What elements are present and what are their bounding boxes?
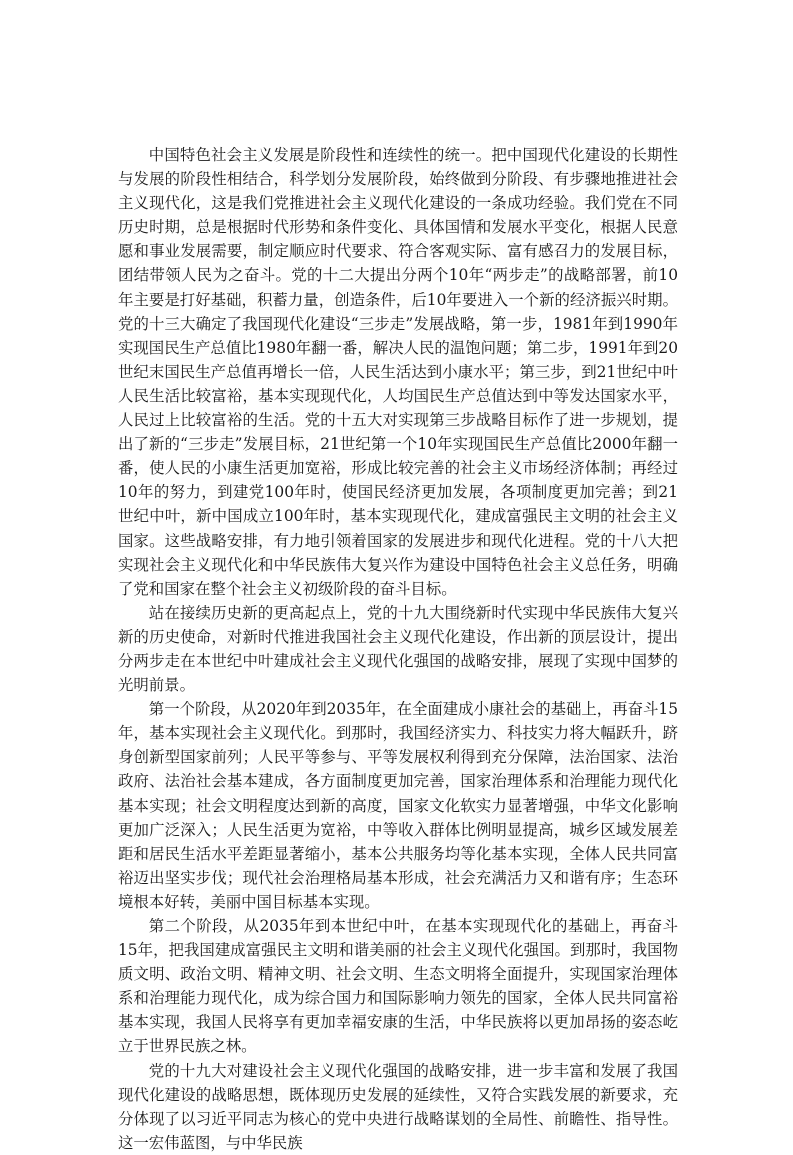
paragraph-new-era: 站在接续历史新的更高起点上，党的十九大围绕新时代实现中华民族伟大复兴新的历史使命，对新时代推进我国社会主义现代化建设，作出新的顶层设计，提出分两步走在本世纪中叶建成社会主义现代化强国的战略安排，展现了实现中国梦的光明前景。: [118, 603, 678, 695]
paragraph-strategic-significance: 党的十九大对建设社会主义现代化强国的战略安排，进一步丰富和发展了我国现代化建设的战略思想，既体现历史发展的延续性，又符合实践发展的新要求，充分体现了以习近平同志为核心的党中央进行战略谋划的全局性、前瞻性、指导性。这一宏伟蓝图，与中华民族: [118, 1061, 678, 1152]
body-text: [118, 143, 678, 1155]
paragraph-second-stage: 第二个阶段，从2035年到本世纪中叶，在基本实现现代化的基础上，再奋斗15年，把我国建成富强民主文明和谐美丽的社会主义现代化强国。到那时，我国物质文明、政治文明、精神文明、社会文明、生态文明将全面提升，实现国家治理体系和治理能力现代化，成为综合国力和国际影响力领先的国家，全体人民共同富裕基本实现，我国人民将享有更加幸福安康的生活，中华民族将以更加昂扬的姿态屹立于世界民族之林。: [118, 917, 678, 1056]
paragraph-first-stage: 第一个阶段，从2020年到2035年，在全面建成小康社会的基础上，再奋斗15年，基本实现社会主义现代化。到那时，我国经济实力、科技实力将大幅跃升，跻身创新型国家前列；人民平等参与、平等发展权利得到充分保障，法治国家、法治政府、法治社会基本建成，各方面制度更加完善，国家治理体系和治理能力现代化基本实现；社会文明程度达到新的高度，国家文化软实力显著增强，中华文化影响更加广泛深入；人民生活更为宽裕，中等收入群体比例明显提高，城乡区域发展差距和居民生活水平差距显著缩小，基本公共服务均等化基本实现，全体人民共同富裕迈出坚实步伐；现代社会治理格局基本形成，社会充满活力又和谐有序；生态环境根本好转，美丽中国目标基本实现。: [118, 700, 678, 911]
paragraph-history-stages: 中国特色社会主义发展是阶段性和连续性的统一。把中国现代化建设的长期性与发展的阶段性相结合，科学划分发展阶段，始终做到分阶段、有步骤地推进社会主义现代化，这是我们党推进社会主义现代化建设的一条成功经验。我们党在不同历史时期，总是根据时代形势和条件变化、具体国情和发展水平变化，根据人民意愿和事业发展需要，制定顺应时代要求、符合客观实际、富有感召力的发展目标，团结带领人民为之奋斗。党的十二大提出分两个10年“两步走”的战略部署，前10年主要是打好基础，积蓄力量，创造条件，后10年要进入一个新的经济振兴时期。党的十三大确定了我国现代化建设“三步走”发展战略，第一步，1981年到1990年实现国民生产总值比1980年翻一番，解决人民的温饱问题；第二步，1991年到20世纪末国民生产总值再增长一倍，人民生活达到小康水平；第三步，到21世纪中叶人民生活比较富裕，基本实现现代化，人均国民生产总值达到中等发达国家水平，人民过上比较富裕的生活。党的十五大对实现第三步战略目标作了进一步规划，提出了新的“三步走”发展目标，21世纪第一个10年实现国民生产总值比2000年翻一番，使人民的小康生活更加宽裕，形成比较完善的社会主义市场经济体制；再经过10年的努力，到建党100年时，使国民经济更加发展，各项制度更加完善；到21世纪中叶，新中国成立100年时，基本实现现代化，建成富强民主文明的社会主义国家。这些战略安排，有力地引领着国家的发展进步和现代化进程。党的十八大把实现社会主义现代化和中华民族伟大复兴作为建设中国特色社会主义总任务，明确了党和国家在整个社会主义初级阶段的奋斗目标。: [118, 146, 678, 598]
